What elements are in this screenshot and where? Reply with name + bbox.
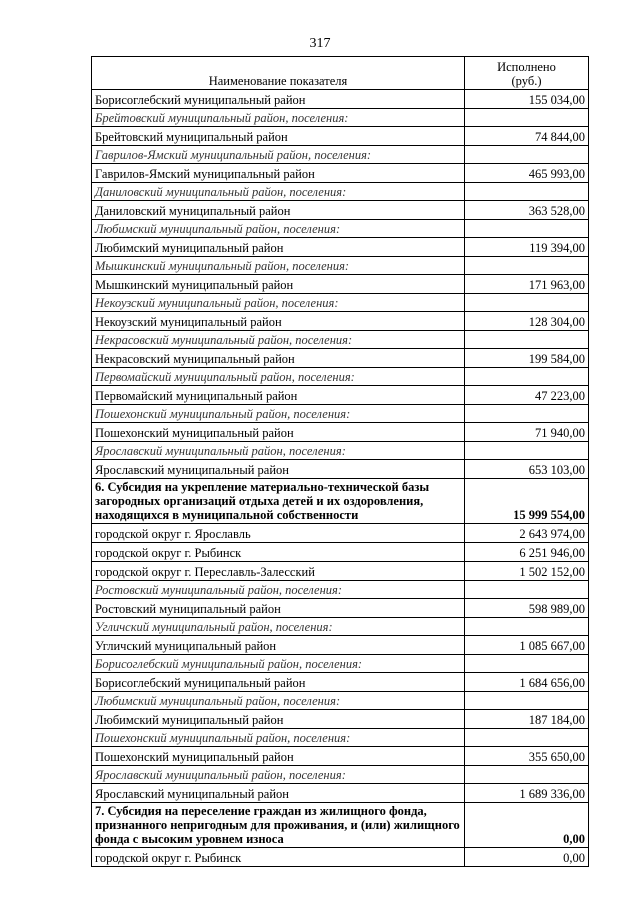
row-value [465,405,589,423]
table-row [92,524,589,543]
group-heading-row [92,405,589,423]
row-name: городской округ г. Рыбинск [92,848,465,867]
row-value [465,109,589,127]
table-row [92,275,589,294]
row-value: 0,00 [465,848,589,867]
row-value: 1 689 336,00 [465,784,589,803]
row-value: 653 103,00 [465,460,589,479]
page-number: 317 [309,36,331,51]
row-name: Гаврилов-Ямский муниципальный район [92,164,465,183]
row-value: 6 251 946,00 [465,543,589,562]
table-row [92,127,589,146]
table-row [92,747,589,766]
table-row [92,349,589,368]
row-value: 465 993,00 [465,164,589,183]
row-value [465,294,589,312]
row-name: городской округ г. Переславль-Залесский [92,562,465,581]
row-value: 1 502 152,00 [465,562,589,581]
row-value: 171 963,00 [465,275,589,294]
row-name: Ярославский муниципальный район [92,784,465,803]
row-name: Первомайский муниципальный район [92,386,465,405]
group-heading-row [92,766,589,784]
row-name: Брейтовский муниципальный район, поселения: [92,109,465,127]
row-name: Пошехонский муниципальный район [92,423,465,442]
row-name: Ярославский муниципальный район [92,460,465,479]
table-row [92,673,589,692]
table-row [92,386,589,405]
row-value: 155 034,00 [465,90,589,109]
row-value: 119 394,00 [465,238,589,257]
row-name: 7. Субсидия на переселение граждан из жилищного фонда, признанного непригодным для проживания, и (или) жилищного фонда с высоким уровнем износа [92,803,465,848]
row-name: Любимский муниципальный район, поселения: [92,220,465,238]
row-value [465,146,589,164]
table-row [92,784,589,803]
row-name: Брейтовский муниципальный район [92,127,465,146]
row-value [465,220,589,238]
group-heading-row [92,729,589,747]
table-row [92,164,589,183]
row-value: 363 528,00 [465,201,589,220]
table-row [92,562,589,581]
row-name: городской округ г. Рыбинск [92,543,465,562]
row-name: Пошехонский муниципальный район, поселения: [92,405,465,423]
group-heading-row [92,692,589,710]
row-name: Любимский муниципальный район, поселения: [92,692,465,710]
column-header-value-line2: (руб.) [511,74,542,88]
group-heading-row [92,220,589,238]
section-row [92,803,589,848]
row-name: Угличский муниципальный район, поселения: [92,618,465,636]
table-row [92,460,589,479]
row-value: 598 989,00 [465,599,589,618]
table-header-row [92,57,589,90]
row-value: 128 304,00 [465,312,589,331]
row-name: 6. Субсидия на укрепление материально-технической базы загородных организаций отдыха детей и их оздоровления, находящихся в муниципальной собственности [92,479,465,524]
row-name: городской округ г. Ярославль [92,524,465,543]
table-row [92,238,589,257]
row-name: Пошехонский муниципальный район [92,747,465,766]
row-value: 187 184,00 [465,710,589,729]
row-name: Даниловский муниципальный район, поселения: [92,183,465,201]
row-name: Борисоглебский муниципальный район [92,90,465,109]
row-value [465,368,589,386]
row-value [465,581,589,599]
row-value: 71 940,00 [465,423,589,442]
table-row [92,90,589,109]
row-value [465,618,589,636]
table-row [92,636,589,655]
row-name: Некоузский муниципальный район [92,312,465,331]
group-heading-row [92,183,589,201]
table-row [92,543,589,562]
row-value [465,729,589,747]
group-heading-row [92,442,589,460]
row-value [465,331,589,349]
row-value [465,692,589,710]
row-name: Любимский муниципальный район [92,238,465,257]
column-header-value [465,57,589,90]
row-name: Любимский муниципальный район [92,710,465,729]
row-name: Ростовский муниципальный район [92,599,465,618]
row-name: Гаврилов-Ямский муниципальный район, поселения: [92,146,465,164]
row-value: 355 650,00 [465,747,589,766]
row-name: Пошехонский муниципальный район, поселения: [92,729,465,747]
row-name: Мышкинский муниципальный район [92,275,465,294]
row-value: 15 999 554,00 [465,479,589,524]
row-value [465,766,589,784]
row-name: Борисоглебский муниципальный район, поселения: [92,655,465,673]
row-name: Борисоглебский муниципальный район [92,673,465,692]
group-heading-row [92,257,589,275]
column-header-value-line1: Исполнено [497,60,556,74]
group-heading-row [92,368,589,386]
group-heading-row [92,655,589,673]
group-heading-row [92,294,589,312]
row-name: Мышкинский муниципальный район, поселения: [92,257,465,275]
row-value [465,257,589,275]
group-heading-row [92,146,589,164]
row-name: Некрасовский муниципальный район [92,349,465,368]
group-heading-row [92,109,589,127]
table-row [92,201,589,220]
row-value: 74 844,00 [465,127,589,146]
row-name: Ярославский муниципальный район, поселения: [92,766,465,784]
table-row [92,710,589,729]
row-value: 1 684 656,00 [465,673,589,692]
row-value [465,442,589,460]
group-heading-row [92,331,589,349]
section-row [92,479,589,524]
row-value [465,655,589,673]
row-value: 199 584,00 [465,349,589,368]
table-row [92,848,589,867]
row-name: Ростовский муниципальный район, поселения: [92,581,465,599]
group-heading-row [92,618,589,636]
row-name: Даниловский муниципальный район [92,201,465,220]
row-value [465,183,589,201]
report-table [91,56,589,867]
row-name: Ярославский муниципальный район, поселения: [92,442,465,460]
row-value: 1 085 667,00 [465,636,589,655]
group-heading-row [92,581,589,599]
row-value: 0,00 [465,803,589,848]
table-row [92,312,589,331]
row-value: 47 223,00 [465,386,589,405]
column-header-name: Наименование показателя [92,57,465,90]
row-name: Угличский муниципальный район [92,636,465,655]
row-name: Некоузский муниципальный район, поселения: [92,294,465,312]
table-row [92,599,589,618]
row-name: Некрасовский муниципальный район, поселения: [92,331,465,349]
row-value: 2 643 974,00 [465,524,589,543]
table-row [92,423,589,442]
row-name: Первомайский муниципальный район, поселения: [92,368,465,386]
